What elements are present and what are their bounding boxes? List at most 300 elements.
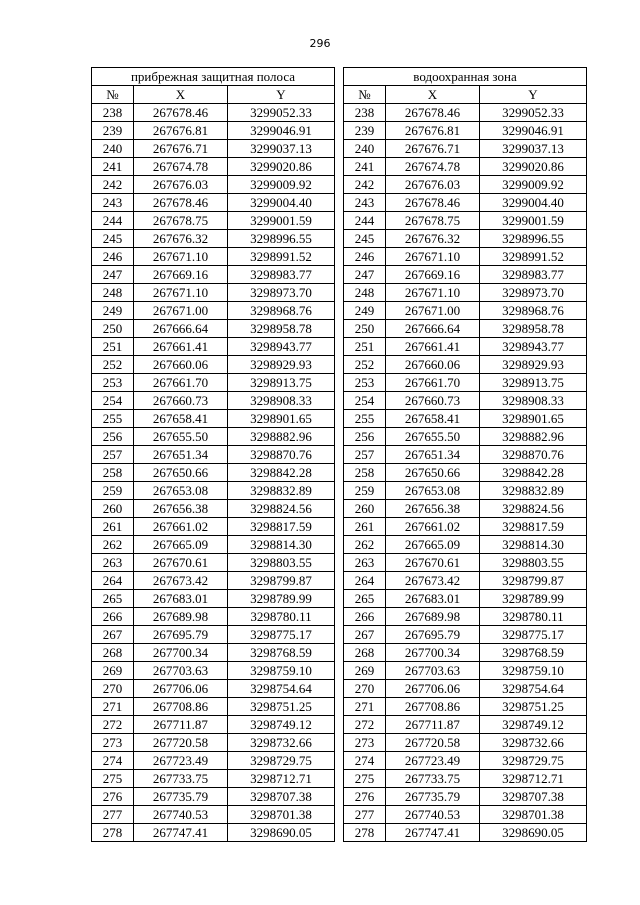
cell-x-coordinate: 267676.32 <box>134 230 228 248</box>
cell-x-coordinate: 267711.87 <box>134 716 228 734</box>
cell-y-coordinate: 3298749.12 <box>228 716 335 734</box>
cell-y-coordinate: 3298842.28 <box>480 464 587 482</box>
cell-point-number: 264 <box>92 572 134 590</box>
cell-point-number: 262 <box>92 536 134 554</box>
cell-x-coordinate: 267706.06 <box>134 680 228 698</box>
table-row <box>92 104 335 122</box>
cell-point-number: 272 <box>344 716 386 734</box>
cell-point-number: 265 <box>92 590 134 608</box>
cell-point-number: 278 <box>344 824 386 842</box>
cell-x-coordinate: 267673.42 <box>386 572 480 590</box>
cell-x-coordinate: 267671.10 <box>134 284 228 302</box>
cell-point-number: 261 <box>344 518 386 536</box>
table-row <box>92 212 335 230</box>
cell-y-coordinate: 3298929.93 <box>228 356 335 374</box>
page-number: 296 <box>309 37 331 50</box>
cell-y-coordinate: 3298908.33 <box>480 392 587 410</box>
cell-point-number: 264 <box>344 572 386 590</box>
cell-x-coordinate: 267723.49 <box>134 752 228 770</box>
table-row <box>92 626 335 644</box>
cell-y-coordinate: 3298996.55 <box>228 230 335 248</box>
cell-point-number: 250 <box>92 320 134 338</box>
cell-x-coordinate: 267658.41 <box>386 410 480 428</box>
cell-point-number: 259 <box>92 482 134 500</box>
table-row <box>344 518 587 536</box>
cell-y-coordinate: 3298943.77 <box>480 338 587 356</box>
table-row <box>344 374 587 392</box>
cell-y-coordinate: 3299004.40 <box>480 194 587 212</box>
column-header-y: Y <box>228 86 335 104</box>
cell-y-coordinate: 3298968.76 <box>228 302 335 320</box>
cell-point-number: 259 <box>344 482 386 500</box>
cell-x-coordinate: 267660.73 <box>134 392 228 410</box>
cell-point-number: 238 <box>344 104 386 122</box>
cell-y-coordinate: 3298780.11 <box>480 608 587 626</box>
table-row <box>344 428 587 446</box>
cell-y-coordinate: 3298814.30 <box>228 536 335 554</box>
cell-point-number: 253 <box>344 374 386 392</box>
cell-x-coordinate: 267655.50 <box>386 428 480 446</box>
cell-point-number: 250 <box>344 320 386 338</box>
cell-point-number: 269 <box>92 662 134 680</box>
cell-y-coordinate: 3298991.52 <box>228 248 335 266</box>
cell-point-number: 267 <box>92 626 134 644</box>
cell-x-coordinate: 267660.73 <box>386 392 480 410</box>
table-row <box>344 158 587 176</box>
cell-point-number: 247 <box>92 266 134 284</box>
table-row <box>344 482 587 500</box>
cell-point-number: 274 <box>92 752 134 770</box>
table-header-row <box>92 86 335 104</box>
table-row <box>344 356 587 374</box>
cell-y-coordinate: 3298759.10 <box>480 662 587 680</box>
cell-y-coordinate: 3298712.71 <box>228 770 335 788</box>
cell-point-number: 241 <box>344 158 386 176</box>
cell-y-coordinate: 3298842.28 <box>228 464 335 482</box>
cell-point-number: 275 <box>92 770 134 788</box>
table-row <box>92 518 335 536</box>
cell-y-coordinate: 3298799.87 <box>228 572 335 590</box>
table-row <box>92 608 335 626</box>
cell-point-number: 270 <box>92 680 134 698</box>
cell-y-coordinate: 3298701.38 <box>228 806 335 824</box>
table-row <box>344 554 587 572</box>
cell-point-number: 241 <box>92 158 134 176</box>
cell-x-coordinate: 267735.79 <box>386 788 480 806</box>
table-row <box>92 536 335 554</box>
table-row <box>344 608 587 626</box>
cell-point-number: 244 <box>92 212 134 230</box>
cell-y-coordinate: 3298968.76 <box>480 302 587 320</box>
cell-y-coordinate: 3299052.33 <box>480 104 587 122</box>
cell-x-coordinate: 267661.70 <box>134 374 228 392</box>
cell-x-coordinate: 267671.00 <box>386 302 480 320</box>
cell-x-coordinate: 267653.08 <box>386 482 480 500</box>
table-row <box>92 500 335 518</box>
table-row <box>92 824 335 842</box>
cell-point-number: 266 <box>344 608 386 626</box>
cell-point-number: 257 <box>92 446 134 464</box>
table-row <box>92 644 335 662</box>
cell-x-coordinate: 267678.46 <box>134 104 228 122</box>
table-row <box>92 248 335 266</box>
cell-x-coordinate: 267740.53 <box>386 806 480 824</box>
table-row <box>92 428 335 446</box>
cell-y-coordinate: 3298732.66 <box>480 734 587 752</box>
cell-point-number: 255 <box>344 410 386 428</box>
cell-y-coordinate: 3298908.33 <box>228 392 335 410</box>
cell-y-coordinate: 3299046.91 <box>480 122 587 140</box>
cell-y-coordinate: 3298824.56 <box>228 500 335 518</box>
cell-x-coordinate: 267658.41 <box>134 410 228 428</box>
cell-y-coordinate: 3298870.76 <box>480 446 587 464</box>
cell-point-number: 253 <box>92 374 134 392</box>
cell-point-number: 271 <box>92 698 134 716</box>
cell-y-coordinate: 3298958.78 <box>228 320 335 338</box>
cell-y-coordinate: 3298759.10 <box>228 662 335 680</box>
cell-point-number: 261 <box>92 518 134 536</box>
cell-point-number: 258 <box>92 464 134 482</box>
cell-x-coordinate: 267674.78 <box>386 158 480 176</box>
cell-point-number: 249 <box>344 302 386 320</box>
cell-point-number: 242 <box>344 176 386 194</box>
cell-x-coordinate: 267671.10 <box>386 248 480 266</box>
cell-x-coordinate: 267703.63 <box>386 662 480 680</box>
table-row <box>344 266 587 284</box>
cell-y-coordinate: 3298707.38 <box>228 788 335 806</box>
cell-x-coordinate: 267676.03 <box>386 176 480 194</box>
cell-x-coordinate: 267733.75 <box>386 770 480 788</box>
cell-x-coordinate: 267711.87 <box>386 716 480 734</box>
table-title-row <box>92 68 335 86</box>
cell-point-number: 266 <box>92 608 134 626</box>
cell-y-coordinate: 3298991.52 <box>480 248 587 266</box>
cell-y-coordinate: 3299009.92 <box>228 176 335 194</box>
table-row <box>344 788 587 806</box>
cell-y-coordinate: 3298729.75 <box>228 752 335 770</box>
cell-y-coordinate: 3298929.93 <box>480 356 587 374</box>
cell-point-number: 249 <box>92 302 134 320</box>
cell-point-number: 256 <box>92 428 134 446</box>
cell-y-coordinate: 3298882.96 <box>228 428 335 446</box>
table-row <box>344 230 587 248</box>
table-row <box>344 500 587 518</box>
cell-x-coordinate: 267671.10 <box>386 284 480 302</box>
cell-point-number: 254 <box>344 392 386 410</box>
cell-x-coordinate: 267651.34 <box>386 446 480 464</box>
cell-point-number: 258 <box>344 464 386 482</box>
cell-y-coordinate: 3298690.05 <box>228 824 335 842</box>
cell-point-number: 240 <box>344 140 386 158</box>
cell-x-coordinate: 267703.63 <box>134 662 228 680</box>
cell-y-coordinate: 3298983.77 <box>228 266 335 284</box>
cell-y-coordinate: 3298817.59 <box>228 518 335 536</box>
cell-x-coordinate: 267683.01 <box>386 590 480 608</box>
cell-x-coordinate: 267655.50 <box>134 428 228 446</box>
cell-y-coordinate: 3298754.64 <box>480 680 587 698</box>
cell-y-coordinate: 3298690.05 <box>480 824 587 842</box>
cell-y-coordinate: 3299020.86 <box>480 158 587 176</box>
cell-x-coordinate: 267695.79 <box>386 626 480 644</box>
cell-x-coordinate: 267661.70 <box>386 374 480 392</box>
table-row <box>344 806 587 824</box>
cell-point-number: 265 <box>344 590 386 608</box>
cell-point-number: 273 <box>344 734 386 752</box>
cell-point-number: 240 <box>92 140 134 158</box>
table-row <box>92 770 335 788</box>
table-row <box>92 140 335 158</box>
cell-y-coordinate: 3298832.89 <box>480 482 587 500</box>
column-header-x: X <box>134 86 228 104</box>
cell-point-number: 242 <box>92 176 134 194</box>
table-row <box>92 680 335 698</box>
table-row <box>344 698 587 716</box>
cell-x-coordinate: 267735.79 <box>134 788 228 806</box>
cell-point-number: 239 <box>344 122 386 140</box>
table-row <box>344 662 587 680</box>
table-row <box>344 194 587 212</box>
cell-x-coordinate: 267651.34 <box>134 446 228 464</box>
cell-x-coordinate: 267676.71 <box>134 140 228 158</box>
cell-x-coordinate: 267661.02 <box>134 518 228 536</box>
table-row <box>344 140 587 158</box>
cell-point-number: 270 <box>344 680 386 698</box>
cell-y-coordinate: 3299004.40 <box>228 194 335 212</box>
cell-point-number: 274 <box>344 752 386 770</box>
cell-x-coordinate: 267661.41 <box>386 338 480 356</box>
cell-y-coordinate: 3298913.75 <box>480 374 587 392</box>
cell-point-number: 244 <box>344 212 386 230</box>
cell-y-coordinate: 3298943.77 <box>228 338 335 356</box>
cell-x-coordinate: 267720.58 <box>134 734 228 752</box>
table-row <box>92 446 335 464</box>
table-row <box>344 644 587 662</box>
table-row <box>92 176 335 194</box>
cell-point-number: 248 <box>92 284 134 302</box>
cell-x-coordinate: 267689.98 <box>386 608 480 626</box>
cell-x-coordinate: 267723.49 <box>386 752 480 770</box>
cell-point-number: 272 <box>92 716 134 734</box>
table-row <box>92 410 335 428</box>
cell-x-coordinate: 267678.46 <box>386 194 480 212</box>
table-row <box>92 392 335 410</box>
cell-y-coordinate: 3298832.89 <box>228 482 335 500</box>
cell-y-coordinate: 3298749.12 <box>480 716 587 734</box>
cell-y-coordinate: 3298775.17 <box>228 626 335 644</box>
cell-point-number: 245 <box>344 230 386 248</box>
cell-point-number: 247 <box>344 266 386 284</box>
table-row <box>344 446 587 464</box>
table-header-row <box>344 86 587 104</box>
table-row <box>92 482 335 500</box>
cell-x-coordinate: 267700.34 <box>386 644 480 662</box>
table-row <box>344 464 587 482</box>
column-header-x: X <box>386 86 480 104</box>
cell-x-coordinate: 267676.71 <box>386 140 480 158</box>
table-row <box>344 212 587 230</box>
cell-y-coordinate: 3298973.70 <box>480 284 587 302</box>
table-row <box>344 392 587 410</box>
cell-y-coordinate: 3298701.38 <box>480 806 587 824</box>
cell-x-coordinate: 267708.86 <box>386 698 480 716</box>
coastal-protective-strip-table <box>91 67 335 842</box>
cell-y-coordinate: 3298751.25 <box>480 698 587 716</box>
table-row <box>344 338 587 356</box>
cell-x-coordinate: 267706.06 <box>386 680 480 698</box>
table-row <box>92 752 335 770</box>
cell-point-number: 263 <box>92 554 134 572</box>
column-header-number: № <box>344 86 386 104</box>
water-protection-zone-table <box>343 67 587 842</box>
cell-y-coordinate: 3298780.11 <box>228 608 335 626</box>
column-header-number: № <box>92 86 134 104</box>
cell-x-coordinate: 267665.09 <box>386 536 480 554</box>
cell-y-coordinate: 3298803.55 <box>480 554 587 572</box>
cell-x-coordinate: 267665.09 <box>134 536 228 554</box>
cell-y-coordinate: 3298732.66 <box>228 734 335 752</box>
cell-y-coordinate: 3298958.78 <box>480 320 587 338</box>
cell-y-coordinate: 3298814.30 <box>480 536 587 554</box>
cell-point-number: 246 <box>344 248 386 266</box>
cell-y-coordinate: 3298870.76 <box>228 446 335 464</box>
cell-x-coordinate: 267678.75 <box>386 212 480 230</box>
cell-point-number: 256 <box>344 428 386 446</box>
table-title-row <box>344 68 587 86</box>
cell-point-number: 262 <box>344 536 386 554</box>
table-row <box>344 284 587 302</box>
cell-y-coordinate: 3298729.75 <box>480 752 587 770</box>
cell-point-number: 268 <box>344 644 386 662</box>
cell-x-coordinate: 267653.08 <box>134 482 228 500</box>
cell-y-coordinate: 3298707.38 <box>480 788 587 806</box>
cell-point-number: 257 <box>344 446 386 464</box>
table-row <box>92 302 335 320</box>
cell-x-coordinate: 267676.81 <box>386 122 480 140</box>
table-row <box>344 536 587 554</box>
table-row <box>92 356 335 374</box>
cell-x-coordinate: 267674.78 <box>134 158 228 176</box>
table-row <box>344 176 587 194</box>
cell-x-coordinate: 267660.06 <box>386 356 480 374</box>
cell-point-number: 260 <box>344 500 386 518</box>
cell-x-coordinate: 267660.06 <box>134 356 228 374</box>
cell-x-coordinate: 267689.98 <box>134 608 228 626</box>
cell-x-coordinate: 267669.16 <box>134 266 228 284</box>
cell-y-coordinate: 3299009.92 <box>480 176 587 194</box>
table-row <box>92 284 335 302</box>
table-row <box>344 572 587 590</box>
table-row <box>92 554 335 572</box>
cell-point-number: 277 <box>92 806 134 824</box>
cell-point-number: 275 <box>344 770 386 788</box>
table-row <box>92 464 335 482</box>
cell-y-coordinate: 3298996.55 <box>480 230 587 248</box>
cell-y-coordinate: 3298983.77 <box>480 266 587 284</box>
cell-point-number: 243 <box>344 194 386 212</box>
cell-x-coordinate: 267656.38 <box>386 500 480 518</box>
cell-point-number: 252 <box>92 356 134 374</box>
table-row <box>92 716 335 734</box>
cell-point-number: 267 <box>344 626 386 644</box>
cell-y-coordinate: 3298751.25 <box>228 698 335 716</box>
cell-x-coordinate: 267650.66 <box>134 464 228 482</box>
cell-x-coordinate: 267733.75 <box>134 770 228 788</box>
cell-point-number: 238 <box>92 104 134 122</box>
table-row <box>344 752 587 770</box>
cell-x-coordinate: 267661.41 <box>134 338 228 356</box>
cell-y-coordinate: 3298824.56 <box>480 500 587 518</box>
table-row <box>344 824 587 842</box>
cell-point-number: 271 <box>344 698 386 716</box>
cell-y-coordinate: 3298775.17 <box>480 626 587 644</box>
table-row <box>92 698 335 716</box>
cell-y-coordinate: 3299001.59 <box>228 212 335 230</box>
cell-y-coordinate: 3299001.59 <box>480 212 587 230</box>
table-row <box>92 158 335 176</box>
cell-y-coordinate: 3298817.59 <box>480 518 587 536</box>
cell-y-coordinate: 3298754.64 <box>228 680 335 698</box>
cell-x-coordinate: 267650.66 <box>386 464 480 482</box>
table-row <box>344 770 587 788</box>
cell-y-coordinate: 3298789.99 <box>480 590 587 608</box>
cell-point-number: 245 <box>92 230 134 248</box>
cell-x-coordinate: 267661.02 <box>386 518 480 536</box>
cell-y-coordinate: 3299020.86 <box>228 158 335 176</box>
table-row <box>92 590 335 608</box>
cell-y-coordinate: 3298712.71 <box>480 770 587 788</box>
column-header-y: Y <box>480 86 587 104</box>
table-row <box>92 320 335 338</box>
cell-point-number: 248 <box>344 284 386 302</box>
cell-point-number: 255 <box>92 410 134 428</box>
cell-x-coordinate: 267671.10 <box>134 248 228 266</box>
cell-x-coordinate: 267676.81 <box>134 122 228 140</box>
table-row <box>344 248 587 266</box>
cell-x-coordinate: 267678.46 <box>386 104 480 122</box>
table-row <box>344 626 587 644</box>
cell-y-coordinate: 3298799.87 <box>480 572 587 590</box>
cell-y-coordinate: 3298768.59 <box>228 644 335 662</box>
cell-x-coordinate: 267666.64 <box>386 320 480 338</box>
cell-y-coordinate: 3299052.33 <box>228 104 335 122</box>
cell-x-coordinate: 267670.61 <box>386 554 480 572</box>
cell-x-coordinate: 267676.32 <box>386 230 480 248</box>
cell-y-coordinate: 3298882.96 <box>480 428 587 446</box>
cell-y-coordinate: 3299046.91 <box>228 122 335 140</box>
table-row <box>92 338 335 356</box>
cell-x-coordinate: 267747.41 <box>134 824 228 842</box>
cell-point-number: 243 <box>92 194 134 212</box>
cell-point-number: 246 <box>92 248 134 266</box>
cell-y-coordinate: 3299037.13 <box>228 140 335 158</box>
cell-y-coordinate: 3298901.65 <box>228 410 335 428</box>
cell-point-number: 251 <box>344 338 386 356</box>
cell-point-number: 260 <box>92 500 134 518</box>
table-row <box>92 266 335 284</box>
table-row <box>344 680 587 698</box>
cell-x-coordinate: 267678.46 <box>134 194 228 212</box>
cell-point-number: 268 <box>92 644 134 662</box>
table-row <box>92 122 335 140</box>
cell-x-coordinate: 267656.38 <box>134 500 228 518</box>
cell-y-coordinate: 3298789.99 <box>228 590 335 608</box>
cell-point-number: 276 <box>92 788 134 806</box>
cell-x-coordinate: 267747.41 <box>386 824 480 842</box>
cell-x-coordinate: 267700.34 <box>134 644 228 662</box>
table-title: прибрежная защитная полоса <box>92 68 335 86</box>
cell-x-coordinate: 267669.16 <box>386 266 480 284</box>
table-row <box>92 374 335 392</box>
